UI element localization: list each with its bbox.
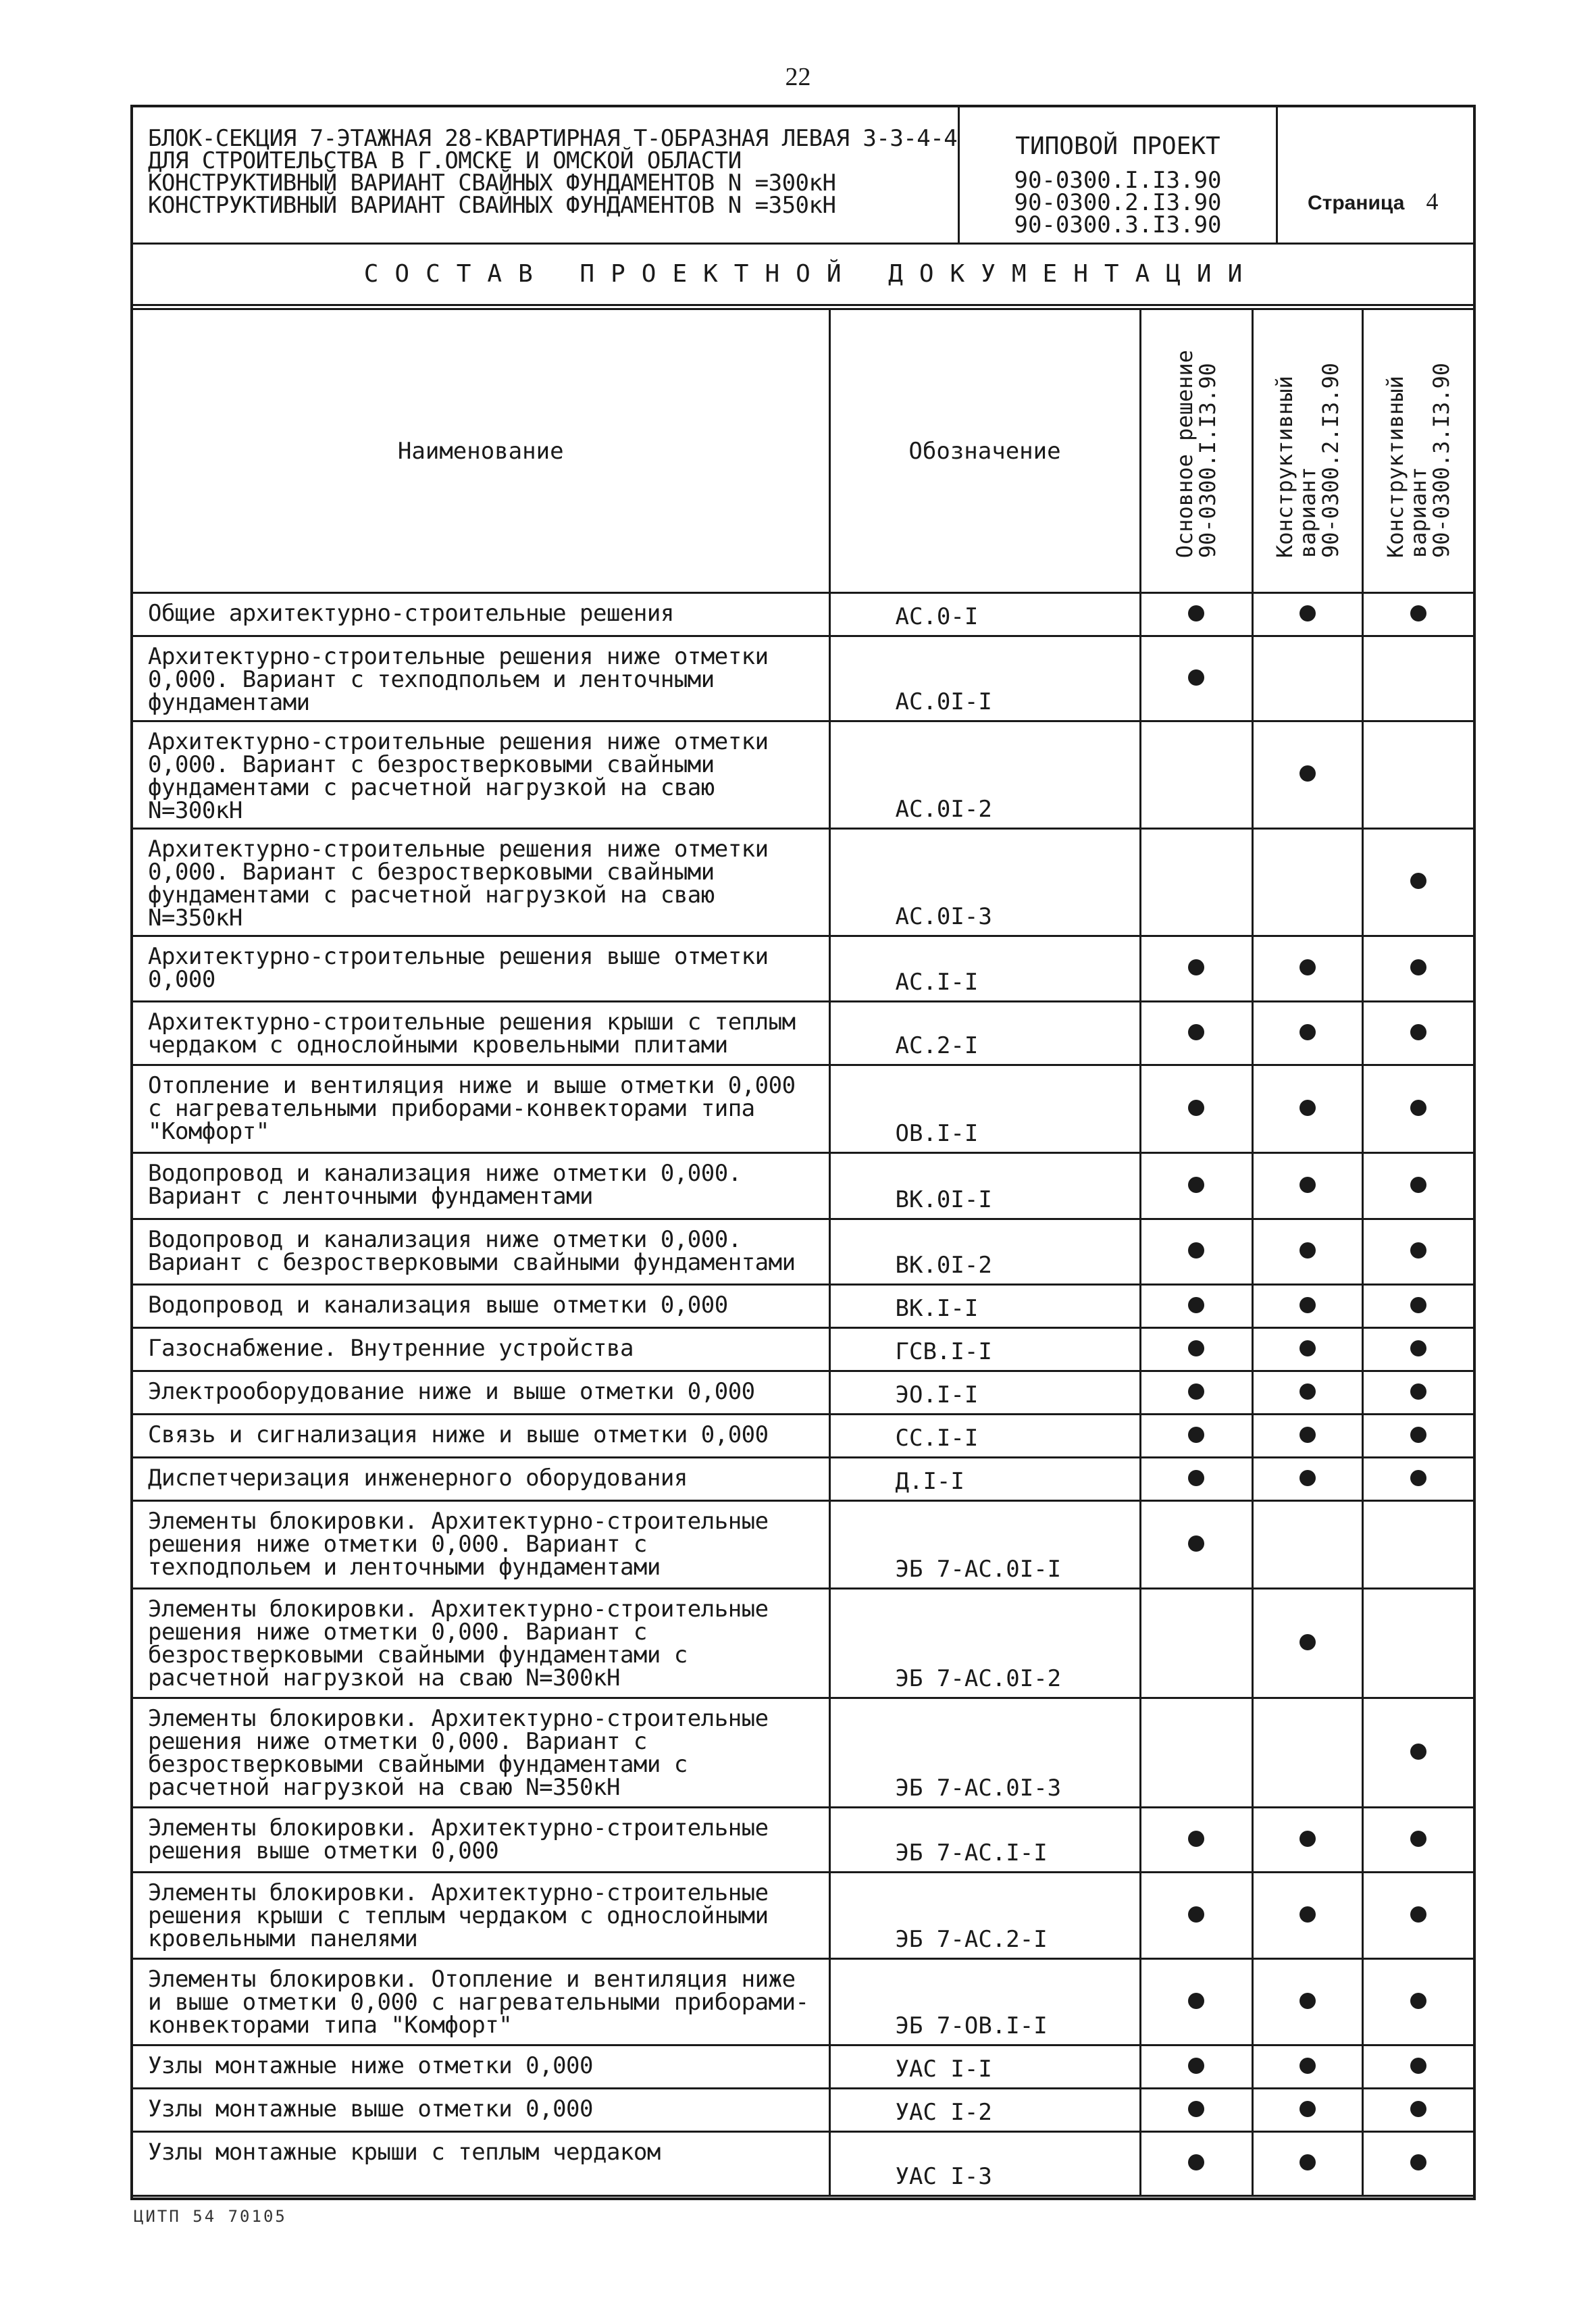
variant-2-cell <box>1252 1808 1362 1873</box>
designation-cell: АС.0-I <box>829 593 1140 636</box>
document-name-cell: Узлы монтажные крыши с теплым чердаком <box>133 2132 829 2196</box>
document-name-cell: Отопление и вентиляция ниже и выше отметки 0,000 с нагревательными приборами-конвекторами типа "Комфорт" <box>133 1065 829 1153</box>
included-mark-icon <box>1188 1470 1204 1486</box>
included-mark-icon <box>1188 1906 1204 1923</box>
variant-3-cell <box>1362 1589 1473 1698</box>
table-row <box>133 936 1473 1002</box>
variant-3-cell <box>1362 2045 1473 2089</box>
included-mark-icon <box>1410 605 1426 621</box>
included-mark-icon <box>1188 1024 1204 1040</box>
document-name-cell: Узлы монтажные ниже отметки 0,000 <box>133 2045 829 2089</box>
variant-1-cell <box>1140 2132 1252 2196</box>
variant-2-cell <box>1252 636 1362 721</box>
designation-cell: ЭБ 7-АС.0I-I <box>829 1501 1140 1589</box>
variant-1-cell <box>1140 2089 1252 2132</box>
header-line: 90-0300.I.I3.90 <box>1195 363 1220 558</box>
header-line: Основное решение <box>1172 349 1198 558</box>
variant-2-cell <box>1252 721 1362 829</box>
designation-cell: АС.0I-2 <box>829 721 1140 829</box>
variant-1-cell <box>1140 1002 1252 1065</box>
variant-1-cell <box>1140 1153 1252 1219</box>
variant-2-cell <box>1252 1285 1362 1328</box>
document-name-cell: Узлы монтажные выше отметки 0,000 <box>133 2089 829 2132</box>
included-mark-icon <box>1299 1340 1316 1356</box>
included-mark-icon <box>1188 1297 1204 1313</box>
included-mark-icon <box>1188 959 1204 975</box>
designation-cell: УАС I-I <box>829 2045 1140 2089</box>
variant-3-cell <box>1362 1501 1473 1589</box>
table-header-row <box>133 309 1473 593</box>
variant-1-cell <box>1140 1959 1252 2045</box>
document-name-cell: Диспетчеризация инженерного оборудования <box>133 1458 829 1501</box>
document-name-cell: Элементы блокировки. Архитектурно-строительные решения ниже отметки 0,000. Вариант с техподпольем и ленточными фундаментами <box>133 1501 829 1589</box>
designation-cell: ОВ.I-I <box>829 1065 1140 1153</box>
header-line: Конструктивный <box>1382 376 1408 558</box>
table-row <box>133 829 1473 936</box>
document-name-cell: Элементы блокировки. Архитектурно-строительные решения ниже отметки 0,000. Вариант с безростверковыми свайными фундаментами с расчетной нагрузкой на сваю N=300кН <box>133 1589 829 1698</box>
contents-table <box>133 308 1473 2197</box>
table-row <box>133 1328 1473 1371</box>
variant-1-cell <box>1140 593 1252 636</box>
variant-2-cell <box>1252 1698 1362 1808</box>
variant-1-cell <box>1140 1371 1252 1415</box>
included-mark-icon <box>1188 2154 1204 2170</box>
document-name-cell: Водопровод и канализация ниже отметки 0,000. Вариант с безростверковыми свайными фундаментами <box>133 1219 829 1285</box>
page-value: 4 <box>1426 188 1439 215</box>
variant-3-cell <box>1362 1371 1473 1415</box>
variant-1-cell <box>1140 829 1252 936</box>
included-mark-icon <box>1188 669 1204 686</box>
variant-3-cell <box>1362 593 1473 636</box>
document-name-cell: Связь и сигнализация ниже и выше отметки 0,000 <box>133 1415 829 1458</box>
designation-cell: ЭБ 7-ОВ.I-I <box>829 1959 1140 2045</box>
table-row <box>133 721 1473 829</box>
included-mark-icon <box>1410 1744 1426 1760</box>
designation-cell: ГСВ.I-I <box>829 1328 1140 1371</box>
included-mark-icon <box>1188 1831 1204 1847</box>
variant-2-cell <box>1252 829 1362 936</box>
variant-1-cell <box>1140 1415 1252 1458</box>
included-mark-icon <box>1299 605 1316 621</box>
variant-2-cell <box>1252 1415 1362 1458</box>
project-info <box>960 107 1278 243</box>
variant-1-cell <box>1140 636 1252 721</box>
table-row <box>133 1873 1473 1959</box>
variant-1-cell <box>1140 1219 1252 1285</box>
designation-cell: ВК.0I-I <box>829 1153 1140 1219</box>
included-mark-icon <box>1410 1427 1426 1443</box>
variant-2-cell <box>1252 1002 1362 1065</box>
included-mark-icon <box>1299 1906 1316 1923</box>
designation-cell: ЭО.I-I <box>829 1371 1140 1415</box>
included-mark-icon <box>1410 1906 1426 1923</box>
header-line: Конструктивный <box>1271 376 1297 558</box>
variant-1-cell <box>1140 1328 1252 1371</box>
document-title <box>133 107 960 243</box>
document-name-cell: Общие архитектурно-строительные решения <box>133 593 829 636</box>
included-mark-icon <box>1299 1024 1316 1040</box>
section-title: СОСТАВ ПРОЕКТНОЙ ДОКУМЕНТАЦИИ <box>133 245 1473 306</box>
table-row <box>133 1371 1473 1415</box>
included-mark-icon <box>1188 1383 1204 1400</box>
table-row <box>133 2132 1473 2196</box>
included-mark-icon <box>1299 1470 1316 1486</box>
variant-2-cell <box>1252 1458 1362 1501</box>
document-name-cell: Водопровод и канализация ниже отметки 0,000. Вариант с ленточными фундаментами <box>133 1153 829 1219</box>
table-row <box>133 1065 1473 1153</box>
column-header-name: Наименование <box>133 309 829 593</box>
table-row <box>133 1589 1473 1698</box>
variant-3-cell <box>1362 1415 1473 1458</box>
variant-1-cell <box>1140 2045 1252 2089</box>
variant-3-cell <box>1362 1959 1473 2045</box>
designation-cell: ВК.0I-2 <box>829 1219 1140 1285</box>
included-mark-icon <box>1299 2101 1316 2117</box>
variant-1-cell <box>1140 936 1252 1002</box>
included-mark-icon <box>1188 605 1204 621</box>
document-name-cell: Архитектурно-строительные решения ниже отметки 0,000. Вариант с техподпольем и ленточными фундаментами <box>133 636 829 721</box>
variant-3-cell <box>1362 1219 1473 1285</box>
included-mark-icon <box>1299 1831 1316 1847</box>
table-row <box>133 1153 1473 1219</box>
variant-3-cell <box>1362 1808 1473 1873</box>
designation-cell: ВК.I-I <box>829 1285 1140 1328</box>
variant-3-cell <box>1362 2132 1473 2196</box>
variant-3-cell <box>1362 829 1473 936</box>
title-block <box>133 107 1473 245</box>
variant-2-cell <box>1252 2132 1362 2196</box>
variant-1-cell <box>1140 1589 1252 1698</box>
sheet-page-cell <box>1278 107 1473 243</box>
variant-2-cell <box>1252 1873 1362 1959</box>
included-mark-icon <box>1188 2101 1204 2117</box>
designation-cell: УАС I-3 <box>829 2132 1140 2196</box>
variant-1-cell <box>1140 1873 1252 1959</box>
included-mark-icon <box>1188 1993 1204 2009</box>
included-mark-icon <box>1410 1470 1426 1486</box>
included-mark-icon <box>1410 1242 1426 1259</box>
included-mark-icon <box>1410 2154 1426 2170</box>
variant-1-cell <box>1140 1285 1252 1328</box>
included-mark-icon <box>1299 2154 1316 2170</box>
included-mark-icon <box>1410 959 1426 975</box>
table-row <box>133 1959 1473 2045</box>
footer-stamp: ЦИТП 54 70105 <box>134 2207 287 2226</box>
included-mark-icon <box>1188 2058 1204 2074</box>
page-number: 22 <box>785 63 811 91</box>
designation-cell: АС.2-I <box>829 1002 1140 1065</box>
included-mark-icon <box>1299 765 1316 782</box>
variant-3-cell <box>1362 1458 1473 1501</box>
variant-2-cell <box>1252 1153 1362 1219</box>
variant-2-cell <box>1252 2089 1362 2132</box>
variant-3-cell <box>1362 936 1473 1002</box>
variant-3-cell <box>1362 1002 1473 1065</box>
document-frame <box>130 105 1476 2200</box>
variant-2-cell <box>1252 1065 1362 1153</box>
table-row <box>133 1002 1473 1065</box>
document-name-cell: Элементы блокировки. Архитектурно-строительные решения ниже отметки 0,000. Вариант с безростверковыми свайными фундаментами с расчетной нагрузкой на сваю N=350кН <box>133 1698 829 1808</box>
designation-cell: ЭБ 7-АС.2-I <box>829 1873 1140 1959</box>
variant-1-cell <box>1140 1501 1252 1589</box>
table-row <box>133 1501 1473 1589</box>
designation-cell: АС.0I-3 <box>829 829 1140 936</box>
designation-cell: ЭБ 7-АС.I-I <box>829 1808 1140 1873</box>
table-row <box>133 1219 1473 1285</box>
included-mark-icon <box>1410 1024 1426 1040</box>
project-code: 90-0300.I.I3.90 <box>1014 167 1222 194</box>
included-mark-icon <box>1188 1242 1204 1259</box>
variant-2-cell <box>1252 1589 1362 1698</box>
table-row <box>133 593 1473 636</box>
table-row <box>133 1285 1473 1328</box>
header-line: 90-0300.2.I3.90 <box>1317 363 1343 558</box>
table-row <box>133 1698 1473 1808</box>
variant-3-cell <box>1362 1285 1473 1328</box>
designation-cell: СС.I-I <box>829 1415 1140 1458</box>
included-mark-icon <box>1410 1993 1426 2009</box>
document-name-cell: Архитектурно-строительные решения ниже отметки 0,000. Вариант с безростверковыми свайными фундаментами с расчетной нагрузкой на сваю N=350кН <box>133 829 829 936</box>
variant-3-cell <box>1362 1065 1473 1153</box>
column-header-variant-1 <box>1140 309 1252 593</box>
variant-3-cell <box>1362 636 1473 721</box>
variant-1-cell <box>1140 1065 1252 1153</box>
variant-2-cell <box>1252 1501 1362 1589</box>
header-line: вариант <box>1294 467 1320 558</box>
included-mark-icon <box>1299 1427 1316 1443</box>
included-mark-icon <box>1299 1383 1316 1400</box>
variant-3-cell <box>1362 1873 1473 1959</box>
included-mark-icon <box>1299 1993 1316 2009</box>
variant-1-cell <box>1140 1458 1252 1501</box>
variant-2-cell <box>1252 2045 1362 2089</box>
column-header-variant-2 <box>1252 309 1362 593</box>
document-name-cell: Элементы блокировки. Архитектурно-строительные решения выше отметки 0,000 <box>133 1808 829 1873</box>
document-name-cell: Архитектурно-строительные решения выше отметки 0,000 <box>133 936 829 1002</box>
document-name-cell: Элементы блокировки. Архитектурно-строительные решения крыши с теплым чердаком с однослойными кровельными панелями <box>133 1873 829 1959</box>
document-name-cell: Архитектурно-строительные решения крыши с теплым чердаком с однослойными кровельными плитами <box>133 1002 829 1065</box>
included-mark-icon <box>1299 1634 1316 1650</box>
included-mark-icon <box>1410 2101 1426 2117</box>
header-line: 90-0300.3.I3.90 <box>1428 363 1454 558</box>
column-header-variant-3 <box>1362 309 1473 593</box>
variant-2-cell <box>1252 1371 1362 1415</box>
included-mark-icon <box>1410 1831 1426 1847</box>
table-body <box>133 593 1473 2196</box>
included-mark-icon <box>1188 1100 1204 1116</box>
included-mark-icon <box>1188 1535 1204 1552</box>
included-mark-icon <box>1410 1383 1426 1400</box>
title-line: КОНСТРУКТИВНЫЙ ВАРИАНТ СВАЙНЫХ ФУНДАМЕНТОВ N =300кН <box>148 170 836 197</box>
variant-2-cell <box>1252 1328 1362 1371</box>
table-row <box>133 1458 1473 1501</box>
table-row <box>133 2045 1473 2089</box>
included-mark-icon <box>1410 2058 1426 2074</box>
included-mark-icon <box>1410 1100 1426 1116</box>
variant-2-cell <box>1252 936 1362 1002</box>
header-line: вариант <box>1405 467 1431 558</box>
included-mark-icon <box>1410 1177 1426 1193</box>
table-row <box>133 1415 1473 1458</box>
designation-cell: ЭБ 7-АС.0I-2 <box>829 1589 1140 1698</box>
document-name-cell: Водопровод и канализация выше отметки 0,000 <box>133 1285 829 1328</box>
document-name-cell: Элементы блокировки. Отопление и вентиляция ниже и выше отметки 0,000 с нагревательными приборами-конвекторами типа "Комфорт" <box>133 1959 829 2045</box>
included-mark-icon <box>1299 1297 1316 1313</box>
project-heading: ТИПОВОЙ ПРОЕКТ <box>1015 132 1220 160</box>
variant-3-cell <box>1362 1698 1473 1808</box>
variant-1-cell <box>1140 721 1252 829</box>
included-mark-icon <box>1299 1242 1316 1259</box>
included-mark-icon <box>1299 1177 1316 1193</box>
table-row <box>133 1808 1473 1873</box>
document-name-cell: Газоснабжение. Внутренние устройства <box>133 1328 829 1371</box>
document-name-cell: Электрооборудование ниже и выше отметки 0,000 <box>133 1371 829 1415</box>
variant-2-cell <box>1252 593 1362 636</box>
designation-cell: АС.0I-I <box>829 636 1140 721</box>
table-row <box>133 636 1473 721</box>
included-mark-icon <box>1188 1427 1204 1443</box>
designation-cell: ЭБ 7-АС.0I-3 <box>829 1698 1140 1808</box>
variant-2-cell <box>1252 1959 1362 2045</box>
variant-2-cell <box>1252 1219 1362 1285</box>
title-line: БЛОК-СЕКЦИЯ 7-ЭТАЖНАЯ 28-КВАРТИРНАЯ Т-ОБРАЗНАЯ ЛЕВАЯ 3-3-4-4 <box>148 125 958 152</box>
document-name-cell: Архитектурно-строительные решения ниже отметки 0,000. Вариант с безростверковыми свайными фундаментами с расчетной нагрузкой на сваю N=300кН <box>133 721 829 829</box>
variant-3-cell <box>1362 721 1473 829</box>
included-mark-icon <box>1410 873 1426 889</box>
included-mark-icon <box>1188 1177 1204 1193</box>
included-mark-icon <box>1410 1297 1426 1313</box>
project-code: 90-0300.3.I3.90 <box>1014 211 1222 238</box>
included-mark-icon <box>1299 2058 1316 2074</box>
title-line: ДЛЯ СТРОИТЕЛЬСТВА В Г.ОМСКЕ И ОМСКОЙ ОБЛАСТИ <box>148 147 742 174</box>
variant-1-cell <box>1140 1808 1252 1873</box>
designation-cell: АС.I-I <box>829 936 1140 1002</box>
variant-1-cell <box>1140 1698 1252 1808</box>
page-label: Страница <box>1308 192 1405 214</box>
variant-3-cell <box>1362 2089 1473 2132</box>
variant-3-cell <box>1362 1328 1473 1371</box>
column-header-code: Обозначение <box>829 309 1140 593</box>
project-code: 90-0300.2.I3.90 <box>1014 189 1222 216</box>
table-row <box>133 2089 1473 2132</box>
included-mark-icon <box>1299 959 1316 975</box>
designation-cell: Д.I-I <box>829 1458 1140 1501</box>
included-mark-icon <box>1299 1100 1316 1116</box>
title-line: КОНСТРУКТИВНЫЙ ВАРИАНТ СВАЙНЫХ ФУНДАМЕНТОВ N =350кН <box>148 192 836 219</box>
included-mark-icon <box>1188 1340 1204 1356</box>
variant-3-cell <box>1362 1153 1473 1219</box>
designation-cell: УАС I-2 <box>829 2089 1140 2132</box>
included-mark-icon <box>1410 1340 1426 1356</box>
